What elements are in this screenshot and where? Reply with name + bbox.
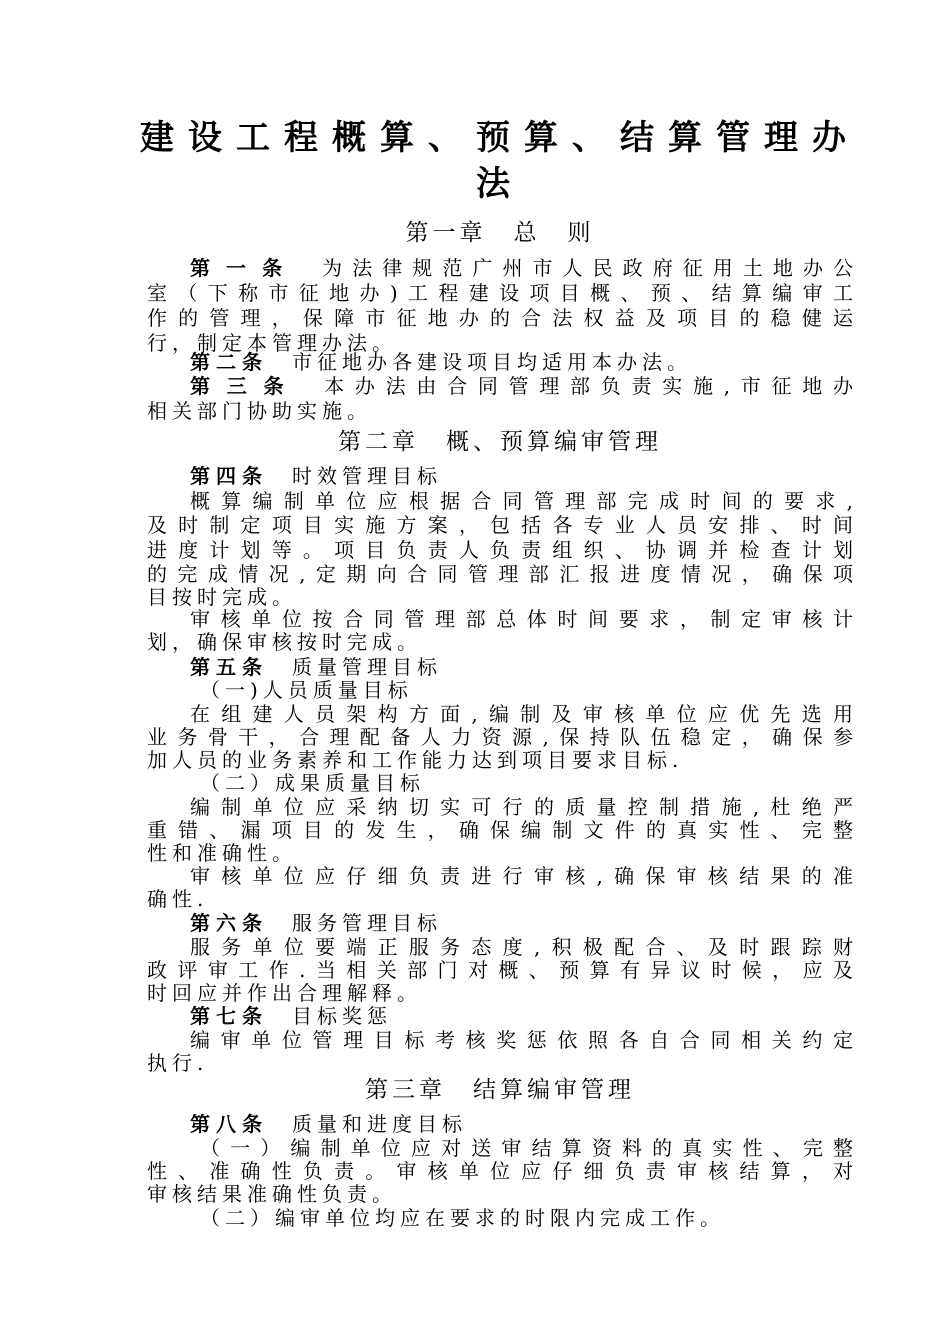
article-5-para-3-line-1: 审核单位应仔细负责进行审核,确保审核结果的准 (190, 864, 853, 888)
article-5-subheading-2: （二）成果质量目标 (200, 771, 425, 795)
article-8-para-1-line-1: （一）编制单位应对送审结算资料的真实性、完整 (200, 1136, 853, 1160)
article-7-line-1: 第七条 目标奖惩 (190, 1004, 392, 1028)
article-1-line-3: 作的管理，保障市征地办的合法权益及项目的稳健运 (147, 306, 853, 330)
article-6-line-1: 第六条 服务管理目标 (190, 911, 442, 935)
article-8-line-1: 第八条 质量和进度目标 (190, 1112, 467, 1136)
article-6-para-1-line-2: 政评审工作.当相关部门对概、预算有异议时候，应及 (147, 958, 853, 982)
article-1-line-1: 第一条 为法律规范广州市人民政府征用土地办公 (190, 256, 853, 280)
article-5-para-2-line-2: 重错、漏项目的发生，确保编制文件的真实性、完整 (147, 818, 853, 842)
article-5-para-2-line-1: 编制单位应采纳切实可行的质量控制措施,杜绝严 (190, 795, 853, 819)
article-4-para-1-line-5: 目按时完成。 (147, 585, 297, 609)
document-title-line-2: 法 (476, 164, 524, 204)
article-1-line-4: 行，制定本管理办法。 (147, 331, 397, 355)
chapter-1-heading: 第一章 总 则 (405, 220, 595, 246)
article-2-label: 第二条 (190, 350, 268, 374)
article-4-label: 第四条 (190, 464, 268, 488)
article-3-line-1: 第三条 本办法由合同管理部负责实施,市征地办 (190, 374, 853, 398)
article-5-para-1-line-2: 业务骨干，合理配备人力资源,保持队伍稳定，确保参 (147, 725, 853, 749)
article-7-label: 第七条 (190, 1004, 268, 1028)
article-3-line-2: 相关部门协助实施。 (147, 399, 372, 423)
article-4-para-2-line-2: 划，确保审核按时完成。 (147, 630, 422, 654)
article-4-para-1-line-4: 的完成情况,定期向合同管理部汇报进度情况，确保项 (147, 562, 853, 586)
article-4-para-1-line-3: 进度计划等。项目负责人负责组织、协调并检查计划 (147, 538, 853, 562)
chapter-2-heading: 第二章 概、预算编审管理 (338, 429, 662, 455)
article-6-para-1-line-3: 时回应并作出合理解释。 (147, 981, 422, 1005)
article-6-label: 第六条 (190, 911, 268, 935)
article-2-line-1: 第二条 市征地办各建设项目均适用本办法。 (190, 350, 692, 374)
article-5-para-2-line-3: 性和准确性。 (147, 841, 297, 865)
article-4-para-1-line-2: 及时制定项目实施方案，包括各专业人员安排、时间 (147, 513, 853, 537)
article-4-para-2-line-1: 审核单位按合同管理部总体时间要求，制定审核计 (190, 607, 853, 631)
article-8-para-1-line-3: 审核结果准确性负责。 (147, 1182, 397, 1206)
article-5-para-1-line-1: 在组建人员架构方面,编制及审核单位应优先选用 (190, 702, 853, 726)
article-8-label: 第八条 (190, 1112, 268, 1136)
article-5-line-1: 第五条 质量管理目标 (190, 655, 442, 679)
article-5-label: 第五条 (190, 655, 268, 679)
article-5-para-1-line-3: 加人员的业务素养和工作能力达到项目要求目标. (147, 748, 684, 772)
article-4-para-1-line-1: 概算编制单位应根据合同管理部完成时间的要求, (190, 489, 853, 513)
article-4-line-1: 第四条 时效管理目标 (190, 464, 442, 488)
article-7-para-1-line-1: 编审单位管理目标考核奖惩依照各自合同相关约定 (190, 1028, 853, 1052)
article-3-label: 第三条 (190, 374, 301, 398)
article-7-para-1-line-2: 执行. (147, 1051, 209, 1075)
article-1-label: 第一条 (190, 256, 299, 280)
article-6-para-1-line-1: 服务单位要端正服务态度,积极配合、及时跟踪财 (190, 935, 853, 959)
article-5-para-3-line-2: 确性. (147, 887, 209, 911)
article-1-line-2: 室（下称市征地办)工程建设项目概、预、结算编审工 (147, 281, 853, 305)
article-8-para-2-line-1: （二）编审单位均应在要求的时限内完成工作。 (200, 1206, 725, 1230)
document-title-line-1: 建设工程概算、预算、结算管理办 (140, 118, 860, 158)
chapter-3-heading: 第三章 结算编审管理 (365, 1077, 635, 1103)
article-5-subheading-1: （一)人员质量目标 (200, 678, 413, 702)
article-8-para-1-line-2: 性、准确性负责。审核单位应仔细负责审核结算，对 (147, 1159, 853, 1183)
